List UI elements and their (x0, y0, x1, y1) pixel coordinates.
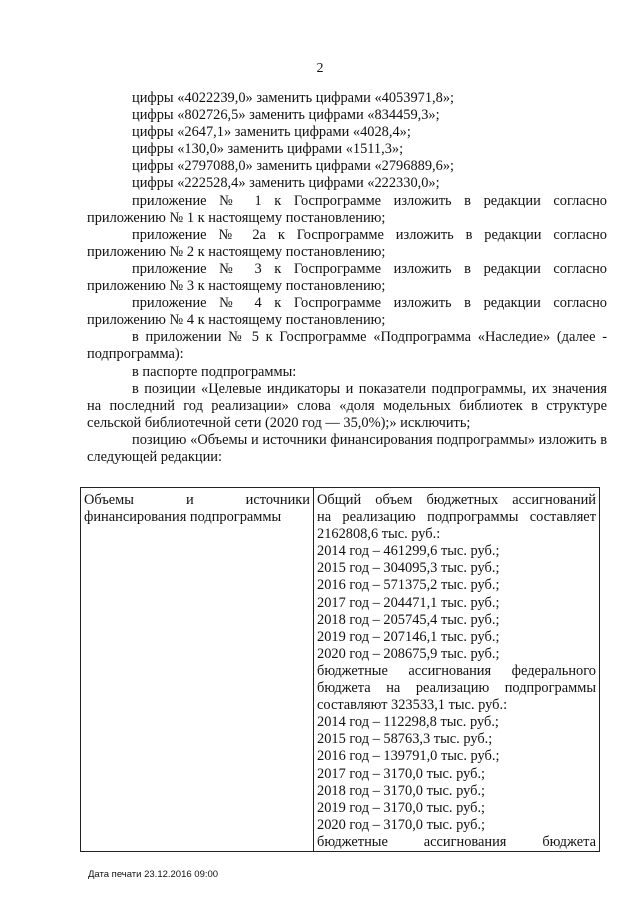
value-line: бюджетные ассигнования федерального (317, 662, 596, 679)
paragraph: цифры «130,0» заменить цифрами «1511,3»; (132, 141, 404, 158)
paragraph: приложение № 2а к Госпрограмме изложить в редакции согласно приложению № 2 к настоящему постановлению; (87, 226, 607, 260)
value-line: 2014 год – 112298,8 тыс. руб.; (317, 714, 499, 731)
paragraph: приложение № 4 к Госпрограмме изложить в редакции согласно приложению № 4 к настоящему постановлению; (87, 295, 607, 329)
paragraph: цифры «802726,5» заменить цифрами «834459,3»; (132, 107, 440, 124)
paragraph: цифры «4022239,0» заменить цифрами «4053971,8»; (132, 90, 455, 106)
funding-table (80, 487, 600, 852)
paragraph: в приложении № 5 к Госпрограмме «Подпрограмма «Наследие» (далее - подпрограмма): (87, 329, 607, 363)
value-line: 2018 год – 205745,4 тыс. руб.; (317, 611, 500, 628)
paragraph: позицию «Объемы и источники финансирования подпрограммы» изложить в следующей редакции: (87, 431, 607, 465)
page-number: 2 (316, 61, 324, 76)
value-line: 2014 год – 461299,6 тыс. руб.; (317, 543, 500, 560)
value-line: составляют 323533,1 тыс. руб.: (317, 697, 508, 714)
value-line: 2018 год – 3170,0 тыс. руб.; (317, 782, 486, 799)
value-line: 2020 год – 208675,9 тыс. руб.; (317, 645, 500, 662)
paragraph: цифры «2797088,0» заменить цифрами «2796889,6»; (132, 158, 455, 175)
value-line: 2017 год – 3170,0 тыс. руб.; (317, 765, 486, 782)
paragraph: приложение № 3 к Госпрограмме изложить в редакции согласно приложению № 3 к настоящему постановлению; (87, 260, 607, 295)
table-row (81, 488, 600, 852)
value-line: 2019 год – 207146,1 тыс. руб.; (317, 628, 500, 645)
print-date: Дата печати 23.12.2016 09:00 (88, 869, 219, 880)
table-label-line: Объемы и источники (84, 492, 310, 508)
paragraph: цифры «222528,4» заменить цифрами «222330,0»; (132, 175, 440, 192)
value-line: на реализацию подпрограммы составляет (317, 509, 596, 526)
value-line: 2020 год – 3170,0 тыс. руб.; (317, 816, 486, 833)
value-line: бюджета на реализацию подпрограммы (317, 680, 596, 697)
paragraph: цифры «2647,1» заменить цифрами «4028,4»; (132, 124, 411, 141)
value-line: 2015 год – 58763,3 тыс. руб.; (317, 731, 493, 748)
paragraph: в позиции «Целевые индикаторы и показатели подпрограммы, их значения на последний год реализации» слова «доля модельных библиотек в структуре сельской библиотечной сети (2020 год — 35,0%);» исключить; (87, 380, 607, 431)
table-value-cell (314, 488, 600, 852)
value-line: Общий объем бюджетных ассигнований (317, 492, 596, 508)
table-label-cell (81, 488, 314, 852)
document-body (87, 90, 607, 466)
value-line: бюджетные ассигнования бюджета (317, 833, 596, 850)
value-line: 2162808,6 тыс. руб.: (317, 526, 441, 543)
value-line: 2015 год – 304095,3 тыс. руб.; (317, 560, 500, 577)
value-line: 2017 год – 204471,1 тыс. руб.; (317, 594, 500, 611)
value-line: 2016 год – 571375,2 тыс. руб.; (317, 577, 500, 594)
paragraph: приложение № 1 к Госпрограмме изложить в редакции согласно приложению № 1 к настоящему постановлению; (87, 192, 607, 226)
value-line: 2016 год – 139791,0 тыс. руб.; (317, 748, 500, 765)
paragraph: в паспорте подпрограммы: (132, 363, 297, 380)
value-line: 2019 год – 3170,0 тыс. руб.; (317, 799, 486, 816)
table-label-line: финансирования подпрограммы (84, 509, 282, 526)
